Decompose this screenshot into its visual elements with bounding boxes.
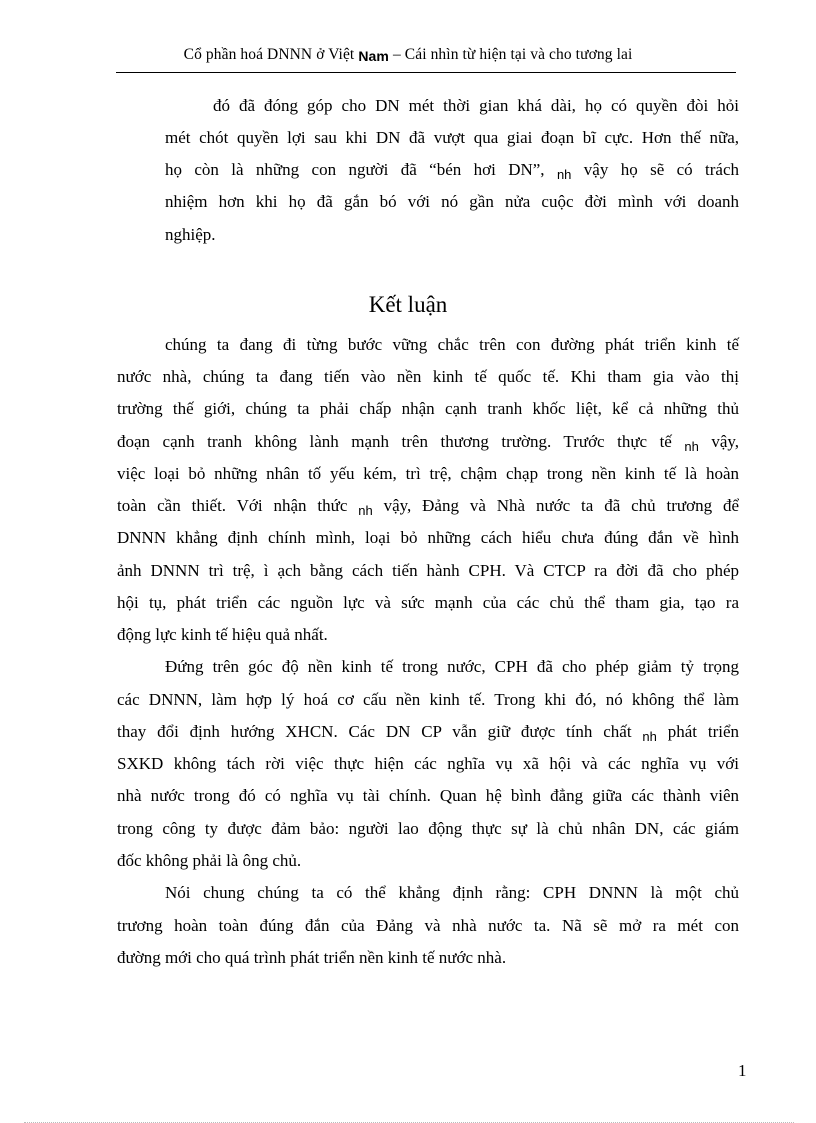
paragraph-line-tail: vậy, [711, 432, 740, 451]
intro-line: mét chót quyền lợi sau khi DN đã vượt qua giai đoạn bĩ cực. Hơn thế nữa, [165, 128, 739, 147]
paragraph-line: đốc không phải là ông chủ. [117, 851, 302, 870]
paragraph-line: trương hoàn toàn đúng đắn của Đảng và nhà nước ta. Nã sẽ mở ra mét con [117, 916, 739, 935]
paragraph-line: SXKD không tách rời việc thực hiện các nghĩa vụ xã hội và các nghĩa vụ với [117, 754, 739, 773]
header-text-part1: Cổ phần hoá DNNN ở Việt [183, 46, 359, 63]
paragraph-line: động lực kinh tế hiệu quả nhất. [117, 625, 328, 644]
paragraph-line: chúng ta đang đi từng bước vững chắc trên con đường phát triển kinh tế [165, 335, 739, 354]
header-text-part2: – Cái nhìn từ hiện tại và cho tương lai [388, 46, 633, 63]
header-rule [116, 72, 736, 73]
nh-fragment: nh [556, 167, 572, 182]
paragraph-line: trong công ty được đảm bảo: người lao động thực sự là chủ nhân DN, các giám [117, 819, 739, 838]
paragraph-line: đường mới cho quá trình phát triển nền kinh tế nước nhà. [117, 948, 507, 967]
nh-fragment: nh [358, 503, 373, 518]
intro-line: đó đã đóng góp cho DN mét thời gian khá dài, họ có quyền đòi hỏi [213, 96, 739, 115]
paragraph-line-tail: phát triển [667, 722, 739, 741]
paragraph-line-text: toàn cần thiết. Với nhận thức [117, 496, 348, 515]
intro-line [165, 160, 739, 181]
header-text-small: Nam [358, 48, 389, 64]
nh-fragment: nh [642, 729, 657, 744]
section-title: Kết luận [368, 292, 448, 317]
intro-line: nhiệm hơn khi họ đã gắn bó với nó gần nửa cuộc đời mình với doanh [165, 192, 739, 211]
paragraph-line: Nói chung chúng ta có thể khẳng định rằng: CPH DNNN là một chủ [165, 883, 739, 902]
page-number: 1 [738, 1061, 747, 1080]
paragraph-line: việc loại bỏ những nhân tố yếu kém, trì trệ, chậm chạp trong nền kinh tế là hoàn [117, 464, 739, 483]
paragraph-line [117, 722, 739, 743]
paragraph-line: nhà nước trong đó có nghĩa vụ tài chính. Quan hệ bình đẳng giữa các thành viên [117, 786, 739, 805]
intro-line-tail: vậy họ sẽ có trách [583, 160, 740, 179]
paragraph-line: hội tụ, phát triển các nguồn lực và sức mạnh của các chủ thể tham gia, tạo ra [117, 593, 739, 612]
paragraph-line-text: thay đổi định hướng XHCN. Các DN CP vẫn giữ được tính chất [117, 722, 632, 741]
paragraph-line: ảnh DNNN trì trệ, ì ạch bằng cách tiến hành CPH. Và CTCP ra đời đã cho phép [117, 561, 739, 580]
intro-line: nghiệp. [165, 225, 216, 244]
paragraph-line: các DNNN, làm hợp lý hoá cơ cấu nền kinh tế. Trong khi đó, nó không thể làm [117, 690, 739, 709]
paragraph-line: DNNN khẳng định chính mình, loại bỏ những cách hiểu chưa đúng đắn về hình [117, 528, 739, 547]
paragraph-line-text: đoạn cạnh tranh không lành mạnh trên thương trường. Trước thực tế [117, 432, 672, 451]
paragraph-line-tail: vậy, Đảng và Nhà nước ta đã chủ trương để [383, 496, 740, 515]
intro-line-text: họ còn là những con người đã “bén hơi DN”, [165, 160, 545, 179]
paragraph-line [117, 496, 739, 517]
paragraph-line [117, 432, 739, 453]
nh-fragment: nh [684, 439, 699, 454]
paragraph-line: nước nhà, chúng ta đang tiến vào nền kinh tế quốc tế. Khi tham gia vào thị [117, 367, 739, 386]
paragraph-line: trường thế giới, chúng ta phải chấp nhận cạnh tranh khốc liệt, kể cả những thủ [117, 399, 739, 418]
page-header [0, 46, 816, 64]
paragraph-line: Đứng trên góc độ nền kinh tế trong nước, CPH đã cho phép giảm tỷ trọng [165, 657, 739, 676]
